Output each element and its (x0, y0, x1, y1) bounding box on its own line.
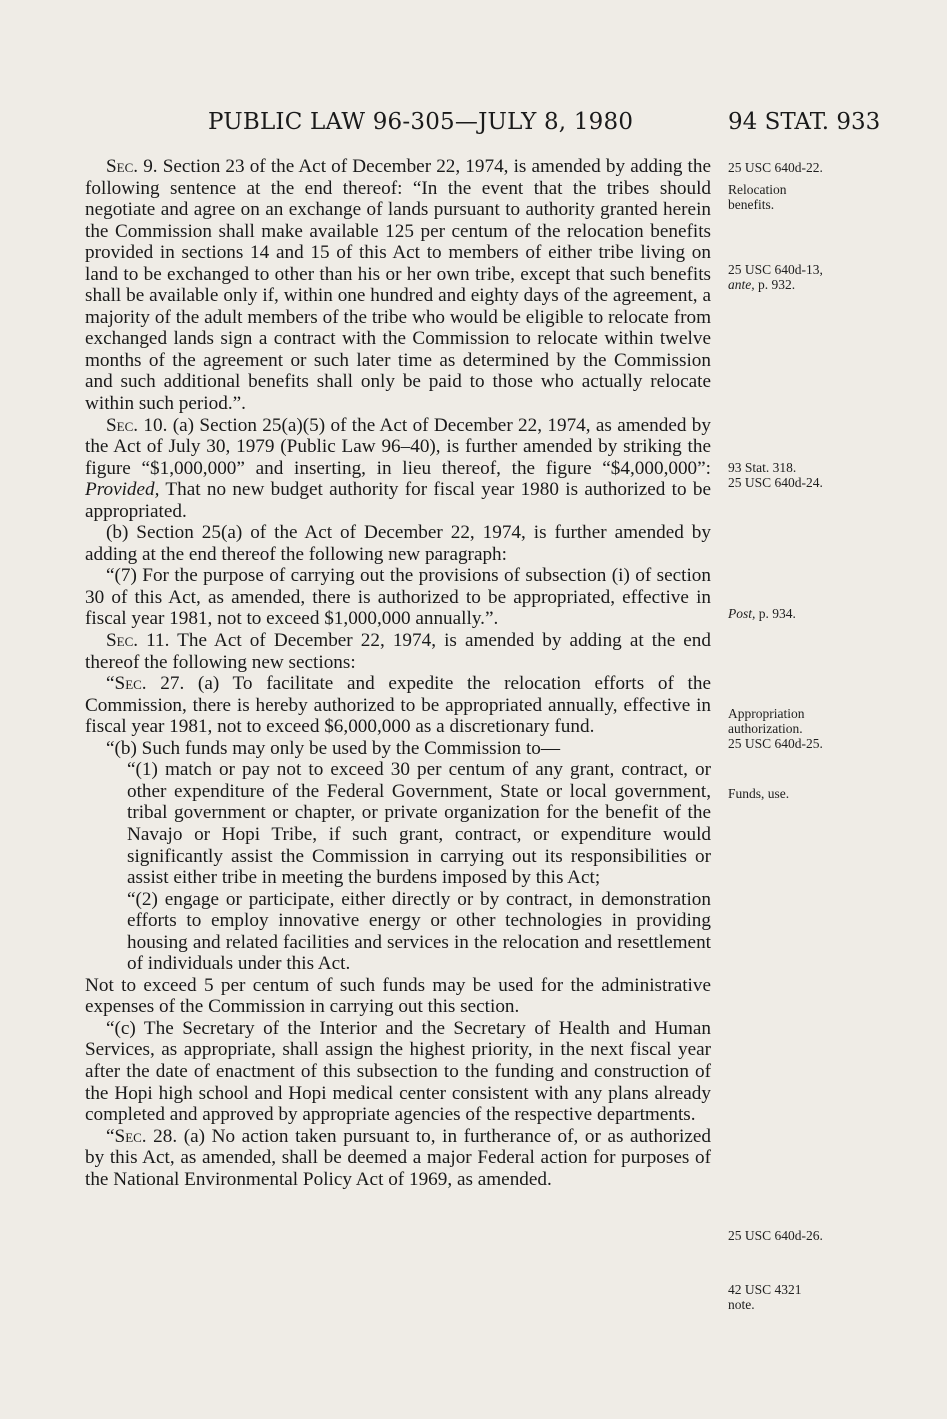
administrative-expense-paragraph: Not to exceed 5 per centum of such funds may be used for the administrative expenses of the Commission in carrying out this section. (85, 974, 711, 1018)
margin-note-relocation-benefits: Relocation benefits. (728, 182, 787, 212)
margin-note-post-p-934: Post, p. 934. (728, 606, 796, 621)
section-11-paragraph: Sec. 11. The Act of December 22, 1974, is amended by adding at the end thereof the following new sections: (85, 630, 711, 673)
section-9-paragraph: Sec. 9. Section 23 of the Act of December 22, 1974, is amended by adding the following sentence at the end thereof: “In the event that the tribes should negotiate and agree on an exchange of lands pursuant to authority granted herein the Commission shall make available 125 per centum of the relocation benefits provided in sections 14 and 15 of this Act to members of either tribe living on land to be exchanged to other than his or her own tribe, except that such benefits shall be available only if, within one hundred and eighty days of the agreement, a majority of the adult members of the tribe who would be eligible to relocate from exchanged lands sign a contract with the Commission to relocate within twelve months of the agreement or such later time as determined by the Commission and such additional benefits shall only be paid to those who actually relocate within such period.”. (85, 156, 711, 415)
margin-note-93-stat-318: 93 Stat. 318. 25 USC 640d-24. (728, 460, 823, 490)
margin-note-funds-use: Funds, use. (728, 786, 790, 801)
margin-note-appropriation-authorization: Appropriation authorization. 25 USC 640d-25. (728, 706, 823, 751)
page-header-title: PUBLIC LAW 96-305—JULY 8, 1980 (208, 109, 634, 135)
section-27a-paragraph: “Sec. 27. (a) To facilitate and expedite the relocation efforts of the Commission, there is hereby authorized to be appropriated annually, effective in fiscal year 1981, not to exceed $6,000,000 as a discretionary fund. (85, 673, 711, 738)
margin-note-usc-640d-22: 25 USC 640d-22. (728, 160, 823, 175)
section-10a-paragraph: Sec. 10. (a) Section 25(a)(5) of the Act of December 22, 1974, as amended by the Act of July 30, 1979 (Public Law 96–40), is further amended by striking the figure “$1,000,000” and inserting, in lieu thereof, the figure “$4,000,000”: Provided, That no new budget authority for fiscal year 1980 is authorized to be appropriated. (85, 414, 711, 522)
margin-note-42-usc-4321: 42 USC 4321 note. (728, 1282, 802, 1312)
clause-2: “(2) engage or participate, either directly or by contract, in demonstration efforts to employ innovative energy or other technologies in providing housing and related facilities and services in the relocation and resettlement of individuals under this Act. (127, 888, 711, 975)
section-27c-paragraph: “(c) The Secretary of the Interior and the Secretary of Health and Human Services, as appropriate, shall assign the highest priority, in the next fiscal year after the date of enactment of this subsection to the funding and construction of the Hopi high school and Hopi medical center consistent with any plans already completed and approved by appropriate agencies of the respective departments. (85, 1017, 711, 1126)
section-10b-paragraph: (b) Section 25(a) of the Act of December 22, 1974, is further amended by adding at the end thereof the following new paragraph: (85, 522, 711, 565)
section-27b-paragraph: “(b) Such funds may only be used by the Commission to— (106, 737, 561, 759)
margin-note-usc-640d-26: 25 USC 640d-26. (728, 1228, 823, 1243)
page-header-stat: 94 STAT. 933 (728, 109, 881, 135)
section-28-paragraph: “Sec. 28. (a) No action taken pursuant to, in furtherance of, or as authorized by this Act, as amended, shall be deemed a major Federal action for purposes of the National Environmental Policy Act of 1969, as amended. (85, 1125, 711, 1190)
margin-note-usc-640d-13: 25 USC 640d-13, ante, p. 932. (728, 262, 823, 292)
body-text (85, 156, 711, 1190)
paragraph-7: “(7) For the purpose of carrying out the provisions of subsection (i) of section 30 of this Act, as amended, there is authorized to be appropriated, effective in fiscal year 1981, not to exceed $1,000,000 annually.”. (85, 565, 711, 630)
clause-1: “(1) match or pay not to exceed 30 per centum of any grant, contract, or other expenditure of the Federal Government, State or local government, tribal government or chapter, or private organization for the benefit of the Navajo or Hopi Tribe, if such grant, contract, or expenditure would significantly assist the Commission in carrying out its responsibilities or assist either tribe in meeting the burdens imposed by this Act; (127, 759, 711, 889)
